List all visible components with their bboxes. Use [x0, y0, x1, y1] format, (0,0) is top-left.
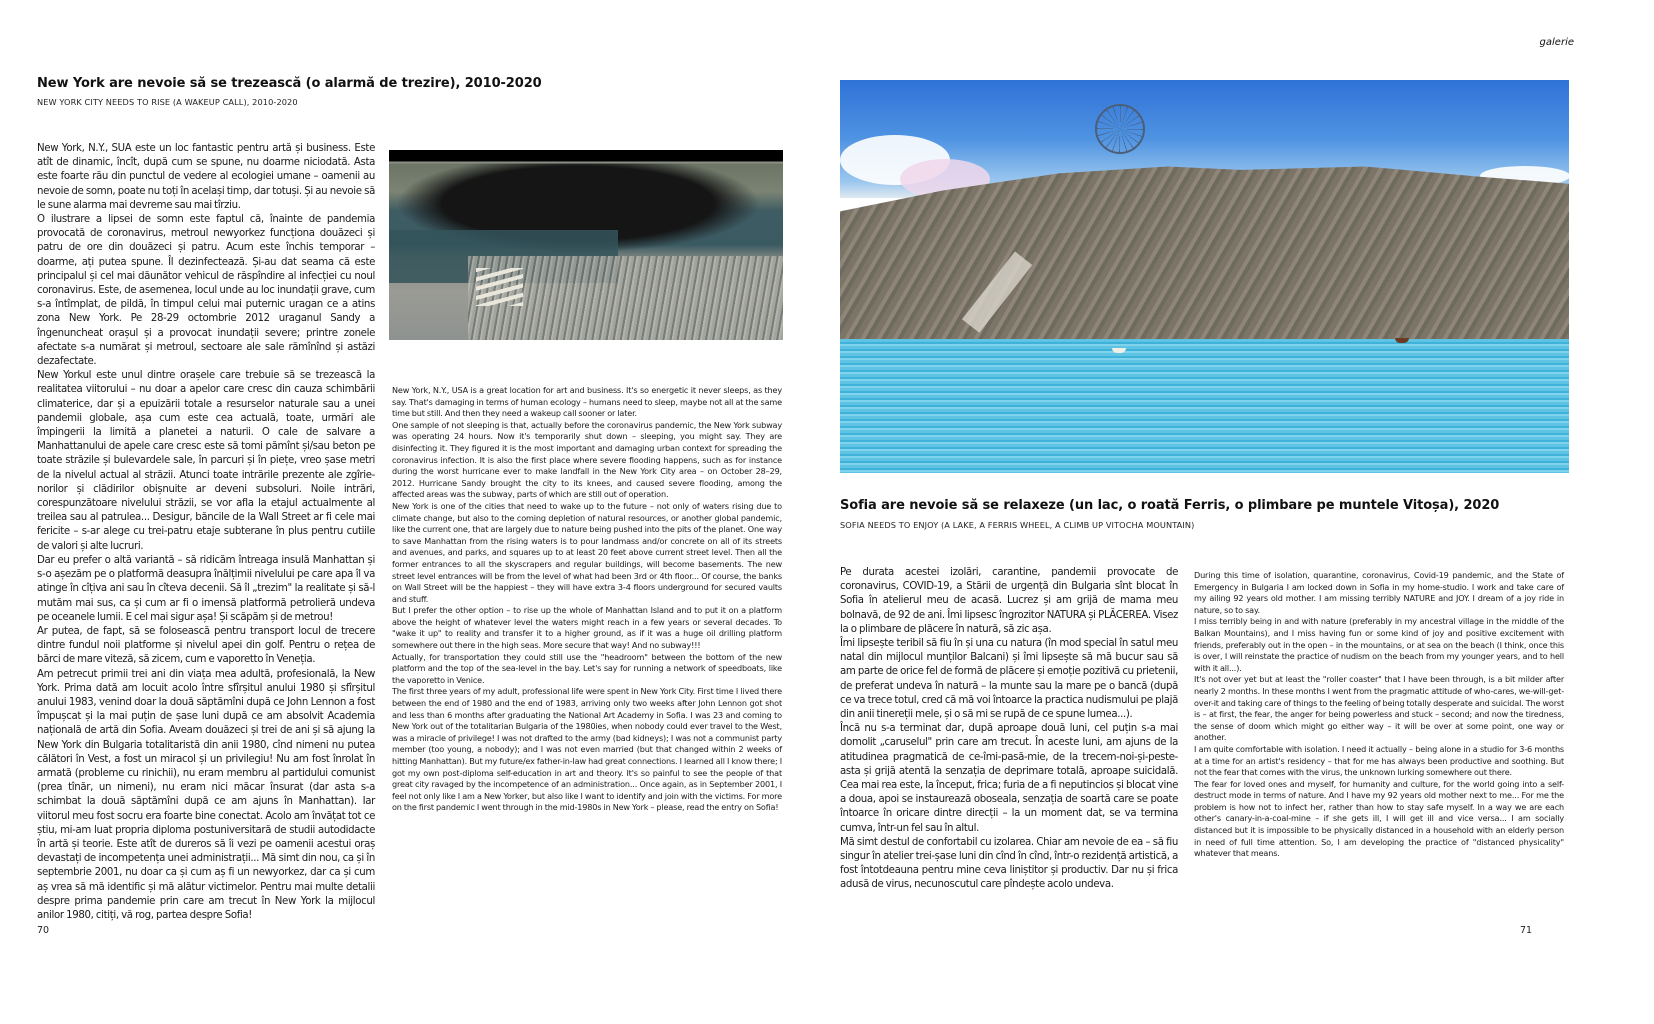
- section-tag: galerie: [1539, 37, 1574, 48]
- sofia-article-subtitle: SOFIA NEEDS TO ENJOY (A LAKE, A FERRIS WHEEL, A CLIMB UP VITOCHA MOUNTAIN): [840, 520, 1195, 530]
- paragraph: One sample of not sleeping is that, actually before the coronavirus pandemic, the New York subway was operating 24 hours. Now it's temporarily shut down – sleeping, you might say. They are disinfecting it. They figured it is the most important and damaging urban context for spreading the coronavirus infection. It is also the first place where severe flooding happens, such as for instance during the worst hurricane ever to make landfall in the New York City area – on October 28–29, 2012. Hurricane Sandy brought the city to its knees, and caused severe flooding, among the affected areas was the subway, parts of which are still out of operation.: [392, 419, 782, 500]
- paragraph: Îmi lipsește teribil să fiu în și una cu natura (în mod special în satul meu natal din mijlocul munților Balcani) și îmi lipsește să mă bucur sau să am parte de orice fel de formă de plăcere și emoție pozitivă cu prietenii, de preferat undeva în natură – la munte sau la mare pe o bancă (după ce va trece totul, cred că mă voi întoarce la practica nudismului pe plajă din anii tinereții mele, și o să mi se rupă de ce spune lumea...).: [840, 638, 1178, 721]
- paragraph: O ilustrare a lipsei de somn este faptul că, înainte de pandemia provocată de coronavirus, metroul newyorkez funcționa douăzeci și patru de ore din douăzeci și patru. Acum este închis temporar – doarme, ați putea spune. Îl dezinfectează. Și-au dat seama că este principalul și cel mai dăunător vehicul de răspîndire al infecției cu noul coronavirus. Este, de asemenea, locul unde au loc inundații grave, cum s-a întîmplat, de pildă, în timpul celui mai puternic uragan ce a atins zona New York. Pe 28-29 octombrie 2012 uraganul Sandy a îngenuncheat orașul și a provocat inundații severe; printre zonele afectate s-a numărat și metroul, sectoare ale sale rămînînd și astăzi dezafectate.: [37, 214, 375, 368]
- paragraph: The first three years of my adult, professional life were spent in New York City. First time I lived there between the end of 1980 and the end of 1983, arriving only two weeks after John Lennon got shot and less than 6 months after graduating the National Art Academy in Sofia. I was 23 and coming to New York out of the totalitarian Bulgaria of the 1980ies, when nobody could ever travel to the West, was a miracle of privilege! I was not drafted to the army (bad kidneys); I was not a communist party member (too young, a nobody); and I was not even married (but that changed within 2 weeks of hitting Manhattan). But my future/ex father-in-law had great connections. I learned all I know there; I got my own post-diploma self-education in art and theory. It's so painful to see the people of that great city ravaged by the incompetence of an administration... Once again, as in September 2001, I feel not only like I am a New Yorker, but also like I want to identify and join with the victims. For more on the first pandemic I went through in the mid-1980s in New York – please, read the entry on Sofia!: [392, 686, 782, 813]
- paragraph: I miss terribly being in and with nature (preferably in my ancestral village in the middle of the Balkan Mountains), and I miss having fun or some kind of joy and positive excitement with friends, preferably out in the open – in the mountains, or at sea on the beach (I think, once this is over, I will reinstate the practice of nudism on the beach from my younger years, and to hell with it all...).: [1194, 616, 1564, 673]
- paragraph: It's not over yet but at least the "roller coaster" that I have been through, is a bit milder after nearly 2 months. In these months I went from the pragmatic attitude of who-cares, we-will-get-over-it and taking care of things to the feeling of being totally desperate and suicidal. The worst is – at first, the fear, the anger for being powerless and stuck – second; and now the tiredness, the sense of doom which might go either way – it will be over at some point, one way or another.: [1194, 674, 1564, 743]
- paragraph: During this time of isolation, quarantine, coronavirus, Covid-19 pandemic, and the State of Emergency in Bulgaria I am locked down in Sofia in my home-studio. I work and take care of my ailing 92 years old mother. I am missing terribly NATURE and JOY. I dream of a joy ride in nature, so to say.: [1194, 570, 1564, 615]
- nyc-article-title: New York are nevoie să se trezească (o alarmă de trezire), 2010-2020: [37, 76, 542, 91]
- page-number-left: 70: [37, 925, 50, 936]
- nyc-romanian-text: [37, 142, 375, 923]
- piers: [476, 268, 523, 306]
- paragraph: New York, N.Y., USA is a great location for art and business. It's so energetic it never sleeps, as they say. That's damaging in terms of human ecology – humans need to sleep, maybe not all at the same time but still. And then they need a wakeup call sooner or later.: [392, 385, 782, 419]
- paragraph: New Yorkul este unul dintre orașele care trebuie să se trezească la realitatea viitorului – nu doar a apelor care cresc din cauza schimbării climaterice, dar și a epuizării totale a resurselor naturale sau a unei pandemii globale, așa cum este cea actuală, toate, urmări ale împingerii la limită a planetei a naturii. O cale de salvare a Manhattanului de apele care cresc este să tomi pămînt și/sau beton pe toate străzile și bulevardele sale, în parcuri și în piețe, vreo șase metri de la nivelul actual al străzii. Atunci toate intrările prezente ale zgîrie-norilor și clădirilor obișnuite ar deveni subsoluri. Noile intrări, corespunzătoare nivelului străzii, se vor afla la etajul actualmente al treilea sau al patrulea... Desigur, băncile de la Wall Street ar fi cele mai fericite – s-ar alege cu trei-patru etaje subterane în plus pentru cutiile de valori și alte lucruri.: [37, 370, 375, 552]
- sofia-lake-ferris-wheel-image: [840, 80, 1569, 473]
- paragraph: I am quite comfortable with isolation. I need it actually – being alone in a studio for 3-6 months at a time for an artist's residency – that for me has always been productive and soothing. But not the fear that comes with the virus, the unknown lurking somewhere out there.: [1194, 743, 1564, 778]
- paragraph: New York is one of the cities that need to wake up to the future – not only of waters rising due to climate change, but also to the coming depletion of natural resources, or another global pandemic, like the current one, that are largely due to nature being pushed into the pits of the planet. One way to save Manhattan from the rising waters is to pour landmass and/or concrete on all of its streets and avenues, and parks, and squares up to at least 20 feet above current street level. Then all the former entrances to all the skyscrapers and regular buildings, will become basements. The new street level entrances will be from the level of what had been 3rd or 4th floor... Of course, the banks on Wall Street will be the happiest – they will have extra 3-4 floors underground for secured vaults and stuff.: [392, 500, 782, 604]
- lake-water: [840, 339, 1569, 473]
- paragraph: Ar putea, de fapt, să se folosească pentru transport locul de trecere dintre fundul noii platforme și nivelul apei din golf. Pentru o rețea de bărci de mare viteză, să zicem, cum e vaporetto în Veneția.: [37, 625, 375, 666]
- paragraph: New York, N.Y., SUA este un loc fantastic pentru artă și business. Este atît de dinamic, încît, după cum se spune, nu doarme niciodată. Asta este foarte rău din punctul de vedere al ecologiei umane – oamenii au nevoie de somn, poate nu toți în același timp, dar totuși. Și au nevoie să le sune alarma mai devreme sau mai tîrziu.: [37, 143, 375, 211]
- sofia-article-title: Sofia are nevoie să se relaxeze (un lac, o roată Ferris, o plimbare pe muntele Vitoșa), 2020: [840, 498, 1500, 513]
- page-number-right: 71: [1520, 925, 1533, 936]
- paragraph: Mă simt destul de confortabil cu izolarea. Chiar am nevoie de ea – să fiu singur în atelier trei-șase luni din cînd în cînd, într-o rezidență artistică, a fost întotdeauna pentru mine ceva liniștitor și productiv. Dar nu și frica adusă de virus, necunoscutul care pîndește acolo undeva.: [840, 836, 1178, 891]
- vitosha-mountain-city: [840, 166, 1569, 339]
- paragraph: Pe durata acestei izolări, carantine, pandemii provocate de coronavirus, COVID-19, a Stării de urgență din Bulgaria sînt blocat în Sofia în atelierul meu de acasă. Lucrez și am grijă de mama meu bolnavă, de 92 de ani. Îmi lipsesc îngrozitor NATURA și PLĂCEREA. Visez la o plimbare de plăcere în natură, să zic așa.: [840, 567, 1178, 635]
- nyc-english-text: [392, 385, 782, 814]
- sofia-english-text: [1194, 570, 1564, 860]
- paragraph: The fear for loved ones and myself, for humanity and culture, for the world going into a self-destruct mode in terms of nature. And I have my 92 years old mother next to me... For me the problem is how not to infect her, rather than how to stay safe myself. In a way we are each other's canary-in-a-coal-mine – if she gets ill, I will get ill and vice versa... I am socially distanced but it is impossible to be physically distanced in a household with an elderly person in need of full time attention. So, I am developing the practice of "distanced physicality" whatever that means.: [1194, 778, 1564, 859]
- manhattan-platform-image: [389, 150, 783, 340]
- paragraph: Am petrecut primii trei ani din viața mea adultă, profesională, la New York. Prima dată am locuit acolo între sfîrșitul anului 1980 și sfîrșitul anului 1983, venind doar la două săptămîni după ce John Lennon a fost împușcat și la mai puțin de șase luni după ce am absolvit Academia națională de artă din Sofia. Aveam douăzeci și trei de ani și să ajung la New York din Bulgaria totalitaristă din anii 1980, cînd nimeni nu putea călători în Vest, a fost un miracol și un privilegiu! Nu am fost înrolat în armată (probleme cu rinichii), nu eram membru al partidului comunist (prea tînăr, un nimeni), nu eram nici măcar însurat (dar asta s-a schimbat la două săptămîni după ce am ajuns în Manhattan). Iar viitorul meu fost socru era foarte bine conectat. Acolo am învățat tot ce știu, mi-am luat propria diploma postuniversitară de studii autodidacte în artă și teorie. Este atît de dureros să îi vezi pe oamenii acestui oraș devastați de incompetența unei administrații... Mă simt din nou, ca și în septembrie 2001, nu doar ca și cum aș fi un newyorkez, dar ca și cum aș vrea să mă identific și mă alătur victimelor. Pentru mai multe detalii despre prima pandemie prin care am trecut în New York la mijlocul anilor 1980, citiți, vă rog, partea despre Sofia!: [37, 668, 375, 921]
- nyc-article-subtitle: NEW YORK CITY NEEDS TO RISE (A WAKEUP CALL), 2010-2020: [37, 97, 298, 107]
- paragraph: Încă nu s-a terminat dar, după aproape două luni, cel puțin s-a mai domolit „caruselul" prin care am trecut. În aceste luni, am ajuns de la atitudinea pragmatică de ce-îmi-pasă-mie, de la trecem-noi-și-peste-asta și grijă atentă la senzația de deprimare totală, aproape suicidală. Cea mai rea este, la început, frica; furia de a fi neputincios și blocat vine a doua, apoi se instaurează oboseala, senzația de soartă care se poate întoarce în oricare dintre direcții – la un moment dat, se va termina cumva, într-un fel sau în altul.: [840, 723, 1178, 834]
- sofia-romanian-text: [840, 566, 1178, 893]
- paragraph: Actually, for transportation they could still use the "headroom" between the bottom of the new platform and the top of the sea-level in the bay. Let's say for running a network of speedboats, like the vaporetto in Venice.: [392, 651, 782, 685]
- paragraph: But I prefer the other option – to rise up the whole of Manhattan Island and to put it on a platform above the height of whatever level the waters might reach in a few years or several decades. To "wake it up" to reality and transfer it to a higher ground, as if it was a huge oil drilling platform somewhere out there in the high seas. More secure that way! And no subway!!!: [392, 605, 782, 651]
- paragraph: Dar eu prefer o altă variantă – să ridicăm întreaga insulă Manhattan și s-o așezăm pe o platformă deasupra înălțimii nivelului pe care apa îl va atinge în cîțiva ani sau în cîteva decenii. Să îl „trezim" la realitate și să-l mutăm mai sus, ca și cum ar fi o imensă platformă petrolieră undeva pe oceanele lumii. E cel mai sigur așa! Și scăpăm și de metrou!: [37, 554, 375, 623]
- ferris-wheel: [1095, 104, 1145, 154]
